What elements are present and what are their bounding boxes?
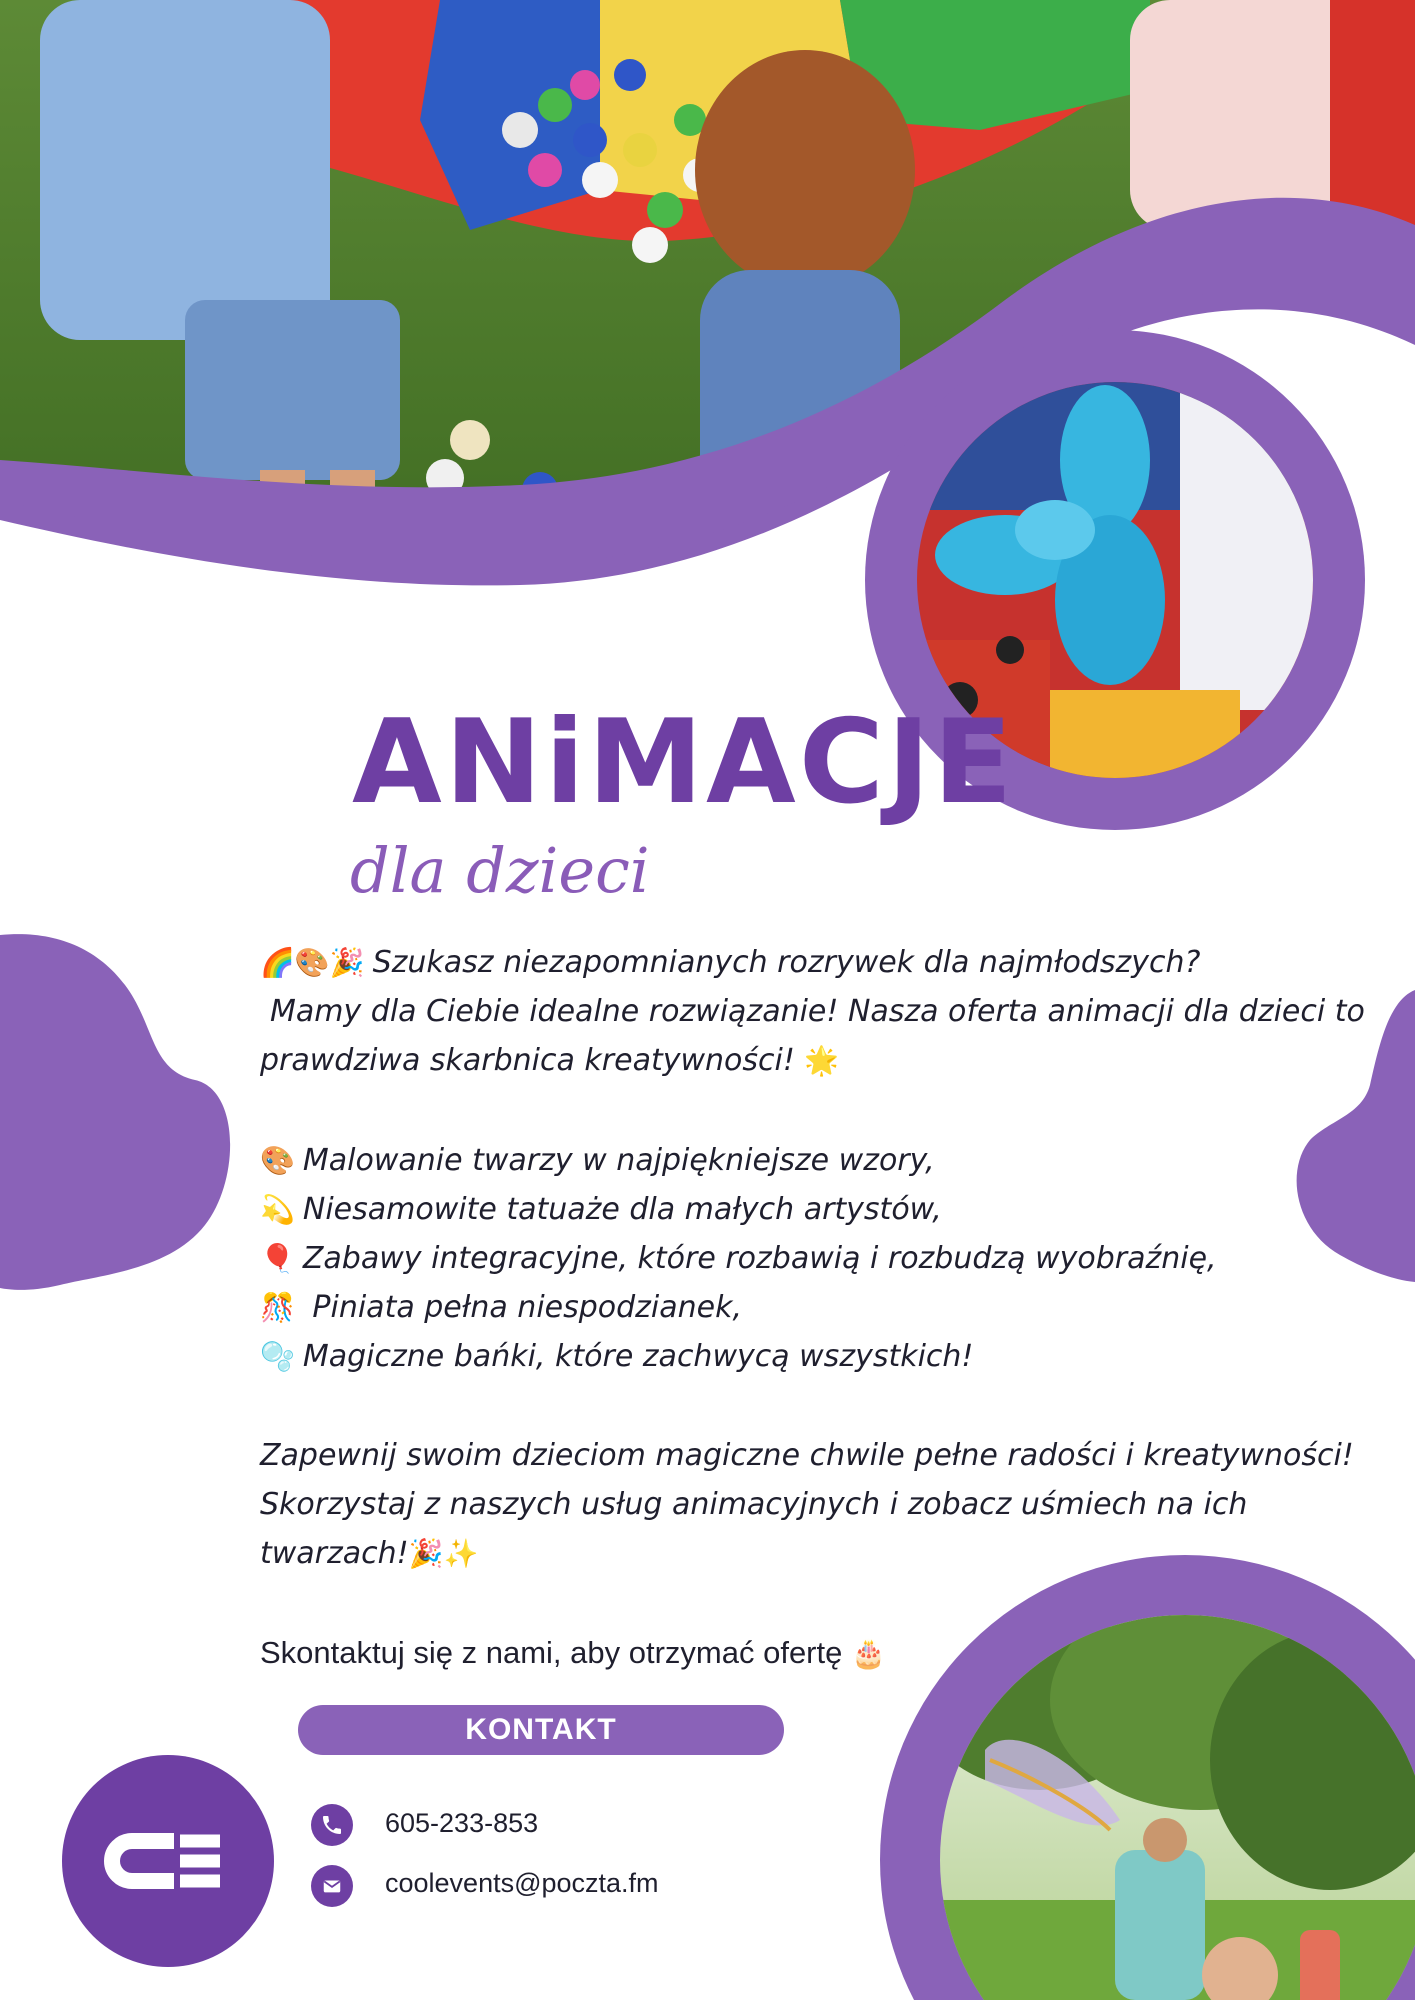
balloon-icon: 🎈	[260, 1242, 295, 1275]
intro-line-1: Szukasz niezapomnianych rozrywek dla najmłodszych?	[372, 945, 1201, 980]
list-item: 💫 Niesamowite tatuaże dla małych artystów,	[260, 1192, 942, 1227]
dizzy-star-icon: 💫	[260, 1193, 295, 1226]
phone-icon	[311, 1804, 353, 1846]
cake-icon: 🎂	[850, 1638, 886, 1669]
closing-line-1: Zapewnij swoim dzieciom magiczne chwile pełne radości i kreatywności!	[260, 1438, 1354, 1473]
offer-list	[260, 1136, 1340, 1381]
email-address[interactable]: coolevents@poczta.fm	[385, 1868, 659, 1898]
bubbles-icon: 🫧	[260, 1340, 295, 1373]
palette-icon: 🎨	[260, 1144, 295, 1177]
star-icon: 🌟	[804, 1044, 840, 1077]
closing-paragraph	[260, 1431, 1354, 1578]
page-subtitle: dla dzieci	[350, 834, 650, 907]
list-item: 🫧 Magiczne bańki, które zachwycą wszystkich!	[260, 1339, 974, 1374]
list-item: 🎈 Zabawy integracyjne, które rozbawią i rozbudzą wyobraźnię,	[260, 1241, 1217, 1276]
intro-line-3: prawdziwa skarbnica kreatywności!	[260, 1043, 795, 1078]
kontakt-button[interactable]: KONTAKT	[298, 1705, 784, 1755]
intro-line-2: Mamy dla Ciebie idealne rozwiązanie! Nasza oferta animacji dla dzieci to	[270, 994, 1365, 1029]
page-title: ANiMACJE	[352, 695, 1016, 830]
email-icon	[311, 1865, 353, 1907]
list-item: 🎊 Piniata pełna niespodzianek,	[260, 1290, 743, 1325]
party-sparkles-icon: 🎉✨	[408, 1537, 479, 1570]
intro-paragraph	[260, 938, 1365, 1085]
contact-prompt: Skontaktuj się z nami, aby otrzymać ofertę 🎂	[260, 1635, 886, 1670]
closing-line-2: Skorzystaj z naszych usług animacyjnych i zobacz uśmiech na ich	[260, 1487, 1248, 1522]
closing-line-3: twarzach!	[260, 1536, 409, 1571]
logo-ce-icon	[62, 1755, 274, 1967]
logo	[62, 1755, 274, 1967]
phone-number[interactable]: 605-233-853	[385, 1808, 539, 1838]
confetti-icon: 🎊	[260, 1291, 295, 1324]
rainbow-palette-party-icons: 🌈🎨🎉	[260, 946, 365, 979]
list-item: 🎨 Malowanie twarzy w najpiękniejsze wzory,	[260, 1143, 935, 1178]
